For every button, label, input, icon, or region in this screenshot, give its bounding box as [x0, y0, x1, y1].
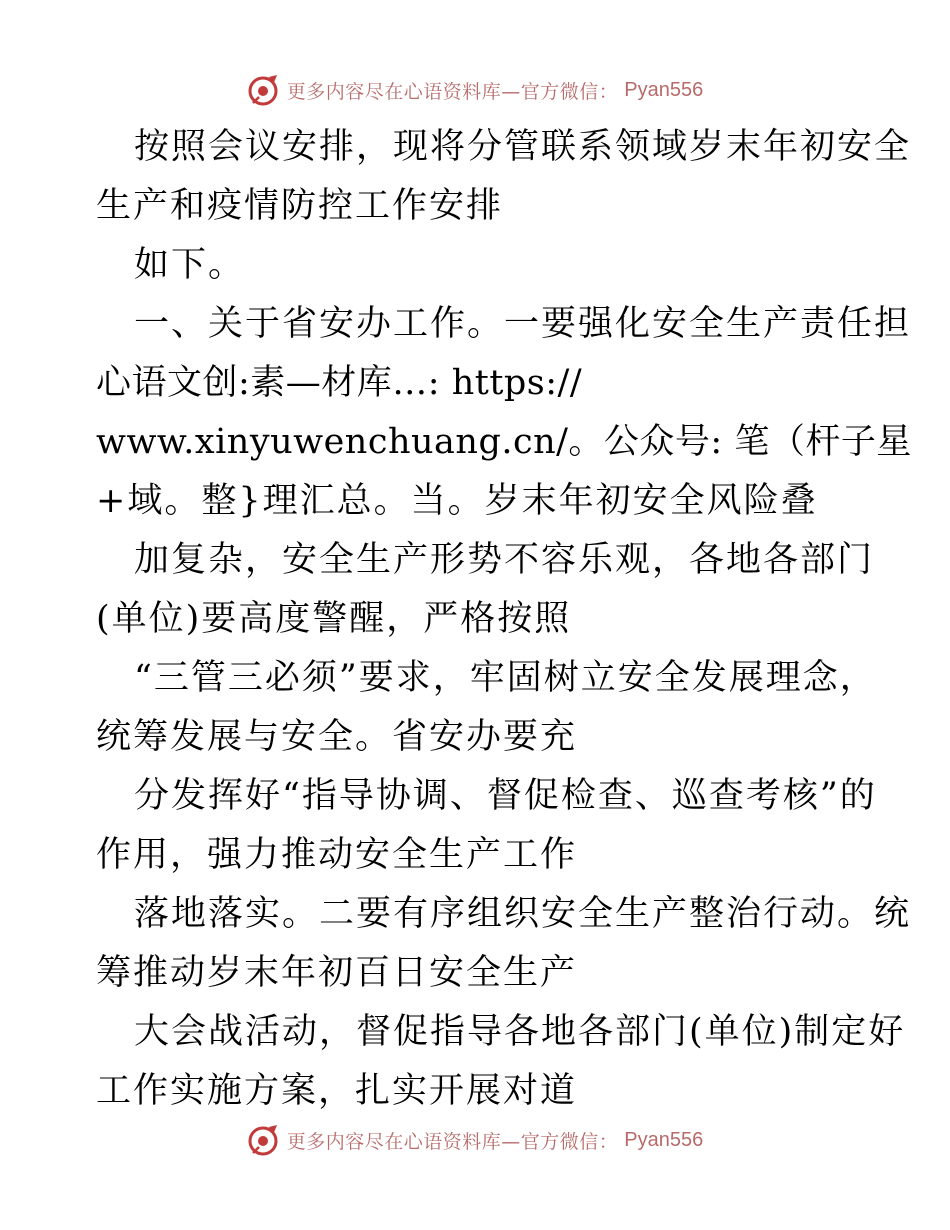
watermark-text: 更多内容尽在心语资料库—官方微信：	[286, 80, 619, 103]
watermark-footer	[0, 1120, 950, 1160]
paragraph-line: 按照会议安排，现将分管联系领域岁末年初安全	[134, 127, 912, 167]
paragraph-line: 一、关于省安办工作。一要强化安全生产责任担	[134, 304, 912, 344]
paragraph-line: www.xinyuwenchuang.cn/。公众号: 笔（杆子星	[96, 422, 912, 462]
paragraph-line: +域。整}理汇总。当。岁末年初安全风险叠	[96, 481, 818, 521]
paragraph-line: 分发挥好“指导协调、督促检查、巡查考核”的	[134, 776, 877, 816]
paragraph-line: (单位)要高度警醒，严格按照	[96, 599, 572, 639]
paragraph-line: 如下。	[134, 245, 246, 285]
paragraph-line: 作用，强力推动安全生产工作	[96, 835, 578, 875]
watermark-handle: Pyan556	[624, 78, 704, 101]
paragraph-line: 加复杂，安全生产形势不容乐观，各地各部门	[134, 540, 875, 580]
paragraph-line: 工作实施方案，扎实开展对道	[96, 1071, 578, 1111]
watermark-text: 更多内容尽在心语资料库—官方微信：	[286, 1130, 619, 1153]
watermark-handle: Pyan556	[624, 1128, 704, 1151]
watermark-header	[0, 70, 950, 110]
paragraph-line: 生产和疫情防控工作安排	[96, 186, 504, 226]
brush-logo-icon	[247, 1123, 281, 1157]
paragraph-line: 心语文创:素—材库…: https://	[96, 363, 583, 403]
paragraph-line: “三管三必须”要求，牢固树立安全发展理念，	[134, 658, 877, 698]
paragraph-line: 大会战活动，督促指导各地各部门(单位)制定好	[134, 1012, 906, 1052]
paragraph-line: 落地落实。二要有序组织安全生产整治行动。统	[134, 894, 912, 934]
paragraph-line: 筹推动岁末年初百日安全生产	[96, 953, 578, 993]
brush-logo-icon	[247, 73, 281, 107]
paragraph-line: 统筹发展与安全。省安办要充	[96, 717, 578, 757]
document-body	[96, 118, 912, 1121]
